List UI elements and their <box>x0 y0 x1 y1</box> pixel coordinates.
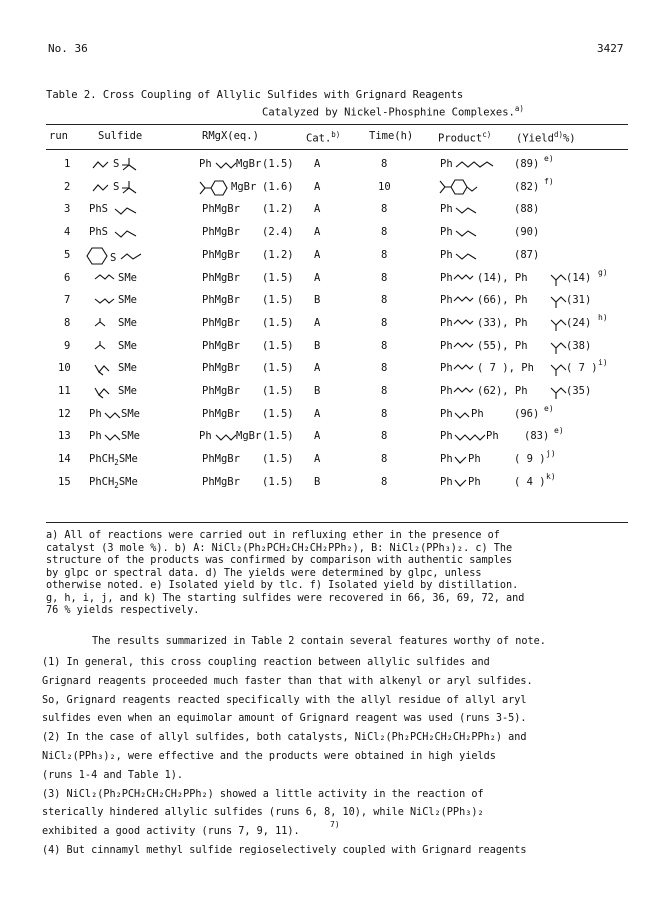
col-time: Time(h) <box>369 130 414 142</box>
footnote-line: structure of the products was confirmed by comparison with authentic samples <box>46 555 513 566</box>
product-yield: (82) <box>514 181 540 193</box>
yield-note: h) <box>598 313 608 322</box>
table-title-line2 <box>262 104 524 119</box>
allyl-skeleton-icon <box>114 204 138 216</box>
col-run: run <box>49 130 68 142</box>
product-yield: (33), Ph <box>477 317 528 329</box>
run-number: 5 <box>64 249 71 261</box>
body-line: Grignard reagents proceeded much faster than that with alkenyl or aryl sulfides. <box>42 676 533 687</box>
run-number: 14 <box>58 453 71 465</box>
alkenyl-skeleton-icon <box>94 294 116 308</box>
footnote-line: by glpc or spectral data. d) The yields were determined by glpc, unless <box>46 567 482 579</box>
sulfide-suffix: SMe <box>118 272 137 284</box>
product-yield: (83) <box>524 430 550 442</box>
alkenyl-skeleton-icon <box>94 272 116 286</box>
allyl-skeleton-icon <box>92 158 114 170</box>
product-prefix: Ph <box>440 362 453 374</box>
linear-product-icon <box>453 340 475 354</box>
sulfide-suffix: SMe <box>118 317 137 329</box>
catalyst: A <box>314 158 321 170</box>
product-prefix: Ph <box>440 317 453 329</box>
grignard-reagent: PhMgBr <box>202 476 240 488</box>
reaction-time: 8 <box>381 294 388 306</box>
col-cat-text: Cat. <box>306 132 332 145</box>
sulfide-suffix: SMe <box>118 453 138 465</box>
product-prefix: Ph <box>440 203 453 215</box>
col-product <box>438 130 491 145</box>
sulfide-suffix: SMe <box>118 362 137 374</box>
col-product-note: c) <box>482 130 492 139</box>
equivalents: (1.5) <box>262 340 294 352</box>
equivalents: (1.6) <box>262 181 294 193</box>
catalyst: B <box>314 385 321 397</box>
product-yield: (66), Ph <box>477 294 528 306</box>
catalyst: A <box>314 362 321 374</box>
run-number: 8 <box>64 317 71 329</box>
reaction-time: 8 <box>381 453 388 465</box>
table-row <box>0 313 672 335</box>
product-link-icon <box>454 476 468 488</box>
table-bottom-rule <box>46 522 628 523</box>
butenyl-chain-icon <box>215 158 237 170</box>
butenyl-chain-icon <box>215 430 237 442</box>
run-number: 3 <box>64 203 71 215</box>
body-line: (runs 1-4 and Table 1). <box>42 770 184 781</box>
grignard-reagent: PhMgBr <box>202 453 240 465</box>
allyl-product-icon <box>455 250 477 262</box>
grignard-suffix: MgBr <box>231 181 257 193</box>
table-row <box>0 226 672 244</box>
product-yield-2: (24) <box>566 317 592 329</box>
col-yield-unit: %) <box>562 132 576 145</box>
col-cat-note: b) <box>331 130 341 139</box>
alkenyl-skeleton-icon <box>94 385 116 399</box>
allyl-skeleton-icon <box>92 181 114 193</box>
reaction-time: 8 <box>381 362 388 374</box>
product-link-icon <box>454 408 470 420</box>
yield-note: g) <box>598 268 608 277</box>
product-yield: (90) <box>514 226 540 238</box>
product-yield: ( 7 ), Ph <box>477 362 534 374</box>
footnote-line: a) All of reactions were carried out in refluxing ether in the presence of <box>46 530 500 541</box>
catalyst: A <box>314 249 321 261</box>
product-suffix: Ph <box>468 476 481 488</box>
table-row <box>0 203 672 221</box>
equivalents: (2.4) <box>262 226 294 238</box>
catalyst: A <box>314 181 321 193</box>
equivalents: (1.5) <box>262 430 294 442</box>
product-prefix: Ph <box>440 453 453 465</box>
footnote-line: otherwise noted. e) Isolated yield by tlc. f) Isolated yield by distillation. <box>46 580 519 591</box>
col-yield-note: d) <box>553 130 563 139</box>
product-yield: (55), Ph <box>477 340 528 352</box>
sulfide-suffix: SMe <box>118 476 138 488</box>
linear-product-icon <box>453 272 475 286</box>
reaction-time: 8 <box>381 203 388 215</box>
run-number: 6 <box>64 272 71 284</box>
equivalents: (1.5) <box>262 362 294 374</box>
reaction-time: 10 <box>378 181 391 193</box>
grignard-reagent: PhMgBr <box>202 317 240 329</box>
sulfide-subscript: 2 <box>114 458 119 468</box>
equivalents: (1.2) <box>262 203 294 215</box>
grignard-prefix: Ph <box>199 158 212 170</box>
sulfide-prefix: Ph <box>89 430 102 442</box>
col-yield <box>516 130 576 145</box>
run-number: 11 <box>58 385 71 397</box>
body-line: sulfides even when an equimolar amount of Grignard reagent was used (runs 3-5). <box>42 713 527 724</box>
product-yield-2: (31) <box>566 294 592 306</box>
grignard-reagent: PhMgBr <box>202 408 240 420</box>
run-number: 15 <box>58 476 71 488</box>
table-title: Table 2. Cross Coupling of Allylic Sulfides with Grignard Reagents <box>46 89 464 101</box>
product-yield-2: (38) <box>566 340 592 352</box>
citation-note: 7) <box>330 820 340 829</box>
catalyst: A <box>314 317 321 329</box>
run-number: 10 <box>58 362 71 374</box>
table-row <box>0 404 672 426</box>
product-yield: (87) <box>514 249 540 261</box>
equivalents: (1.5) <box>262 294 294 306</box>
table-row <box>0 449 672 471</box>
alkenyl-skeleton-icon <box>94 340 116 354</box>
product-yield-2: ( 7 ) <box>566 362 598 374</box>
tert-butylphenyl-icon <box>199 178 233 198</box>
equivalents: (1.5) <box>262 385 294 397</box>
body-line: (3) NiCl₂(Ph₂PCH₂CH₂CH₂PPh₂) showed a little activity in the reaction of <box>42 789 484 800</box>
grignard-reagent: PhMgBr <box>202 249 240 261</box>
product-yield: (88) <box>514 203 540 215</box>
sulfide-prefix: PhS <box>89 226 108 238</box>
grignard-prefix: Ph <box>199 430 212 442</box>
footnote-line: 76 % yields respectively. <box>46 605 200 616</box>
table-header-rule <box>46 149 628 150</box>
equivalents: (1.5) <box>262 317 294 329</box>
table-title-note: a) <box>514 104 524 113</box>
footnote-line: g, h, i, j, and k) The starting sulfides were recovered in 66, 36, 69, 72, and <box>46 592 525 604</box>
product-yield: ( 9 ) <box>514 453 546 465</box>
reaction-time: 8 <box>381 430 388 442</box>
catalyst: A <box>314 203 321 215</box>
body-line: (4) But cinnamyl methyl sulfide regioselectively coupled with Grignard reagents <box>42 845 527 856</box>
yield-note: f) <box>544 177 554 186</box>
catalyst: B <box>314 476 321 488</box>
sulfide-formula <box>89 453 138 467</box>
table-row <box>0 426 672 448</box>
product-prefix: Ph <box>440 340 453 352</box>
equivalents: (1.2) <box>262 249 294 261</box>
allyl-arene-product-icon <box>439 177 479 199</box>
catalyst: A <box>314 430 321 442</box>
body-line: sterically hindered allylic sulfides (runs 6, 8, 10), while NiCl₂(PPh₃)₂ <box>42 807 484 818</box>
reaction-time: 8 <box>381 226 388 238</box>
catalyst: B <box>314 340 321 352</box>
sulfide-suffix: SMe <box>121 408 140 420</box>
body-line: exhibited a good activity (runs 7, 9, 11). <box>42 826 300 837</box>
product-yield-2: (35) <box>566 385 592 397</box>
reaction-time: 8 <box>381 476 388 488</box>
grignard-reagent: PhMgBr <box>202 226 240 238</box>
table-row <box>0 268 672 290</box>
cinnamyl-skeleton-icon <box>104 409 122 421</box>
grignard-reagent: PhMgBr <box>202 272 240 284</box>
linear-product-icon <box>453 317 475 331</box>
product-prefix: Ph <box>440 408 453 420</box>
grignard-reagent: PhMgBr <box>202 203 240 215</box>
product-prefix: Ph <box>440 385 453 397</box>
cinnamyl-skeleton-icon <box>104 431 122 443</box>
product-prefix: Ph <box>440 476 453 488</box>
product-yield: ( 4 ) <box>514 476 546 488</box>
equivalents: (1.5) <box>262 158 294 170</box>
catalyst: B <box>314 294 321 306</box>
product-prefix: Ph <box>440 249 453 261</box>
product-yield: (96) <box>514 408 540 420</box>
linear-product-icon <box>453 362 475 376</box>
product-chain-icon <box>455 159 495 171</box>
table-row <box>0 340 672 358</box>
reaction-time: 8 <box>381 408 388 420</box>
table-row <box>0 385 672 403</box>
body-line: (2) In the case of allyl sulfides, both catalysts, NiCl₂(Ph₂PCH₂CH₂CH₂PPh₂) and <box>42 732 527 743</box>
run-number: 7 <box>64 294 71 306</box>
pyridine-ring-icon <box>86 246 110 266</box>
product-yield: (62), Ph <box>477 385 528 397</box>
table-title-text: Catalyzed by Nickel-Phosphine Complexes. <box>262 106 515 119</box>
col-cat <box>306 130 340 145</box>
yield-note: k) <box>546 472 556 481</box>
allyl-product-icon <box>455 204 477 216</box>
run-number: 9 <box>64 340 71 352</box>
reaction-time: 8 <box>381 385 388 397</box>
run-number: 4 <box>64 226 71 238</box>
grignard-reagent: PhMgBr <box>202 294 240 306</box>
product-suffix: Ph <box>471 408 484 420</box>
sulfide-prefix: PhCH <box>89 453 115 465</box>
allyl-skeleton-icon <box>114 227 138 239</box>
col-yield-text: (Yield <box>516 132 554 145</box>
alkenyl-skeleton-icon <box>94 362 116 376</box>
grignard-suffix: MgBr <box>236 430 262 442</box>
body-line: (1) In general, this cross coupling reaction between allylic sulfides and <box>42 657 490 668</box>
reaction-time: 8 <box>381 317 388 329</box>
sulfide-prefix: PhCH <box>89 476 115 488</box>
col-product-text: Product <box>438 132 483 145</box>
table-row <box>0 177 672 199</box>
yield-note: e) <box>554 426 564 435</box>
product-chain-icon <box>454 430 486 442</box>
sulfide-prefix: Ph <box>89 408 102 420</box>
reaction-time: 8 <box>381 249 388 261</box>
table-row <box>0 472 672 494</box>
body-line: So, Grignard reagents reacted specifically with the allyl residue of allyl aryl <box>42 695 527 706</box>
col-rmgx: RMgX(eq.) <box>202 130 259 142</box>
equivalents: (1.5) <box>262 453 294 465</box>
run-number: 1 <box>64 158 71 170</box>
linear-product-icon <box>453 385 475 399</box>
journal-issue: No. 36 <box>48 42 88 55</box>
run-number: 12 <box>58 408 71 420</box>
table-row <box>0 154 672 176</box>
yield-note: i) <box>598 358 608 367</box>
table-row <box>0 294 672 312</box>
allyl-product-icon <box>455 227 477 239</box>
sulfide-suffix: SMe <box>118 294 137 306</box>
product-prefix: Ph <box>440 272 453 284</box>
sulfide-subscript: 2 <box>114 481 119 491</box>
sulfide-formula <box>89 476 138 490</box>
sulfide-prefix: PhS <box>89 203 108 215</box>
yield-note: j) <box>546 449 556 458</box>
grignard-reagent: PhMgBr <box>202 385 240 397</box>
product-yield: (89) <box>514 158 540 170</box>
table-top-rule <box>46 124 628 125</box>
product-yield-2: (14) <box>566 272 592 284</box>
yield-note: e) <box>544 404 554 413</box>
sulfur-label: S <box>110 252 117 264</box>
catalyst: A <box>314 453 321 465</box>
tert-butyl-icon <box>121 157 139 171</box>
allyl-skeleton-icon <box>120 250 144 262</box>
run-number: 13 <box>58 430 71 442</box>
reaction-time: 8 <box>381 272 388 284</box>
footnote-line: catalyst (3 mole %). b) A: NiCl₂(Ph₂PCH₂CH₂CH₂PPh₂), B: NiCl₂(PPh₃)₂. c) The <box>46 542 513 554</box>
product-link-icon <box>454 453 468 465</box>
equivalents: (1.5) <box>262 476 294 488</box>
linear-product-icon <box>453 294 475 308</box>
col-sulfide: Sulfide <box>98 130 143 142</box>
reaction-time: 8 <box>381 340 388 352</box>
sulfide-suffix: SMe <box>118 385 137 397</box>
yield-note: e) <box>544 154 554 163</box>
grignard-suffix: MgBr <box>236 158 262 170</box>
grignard-reagent: PhMgBr <box>202 340 240 352</box>
equivalents: (1.5) <box>262 272 294 284</box>
alkenyl-skeleton-icon <box>94 317 116 331</box>
tert-butyl-icon <box>121 180 139 194</box>
grignard-reagent: PhMgBr <box>202 362 240 374</box>
catalyst: A <box>314 226 321 238</box>
product-prefix: Ph <box>440 158 453 170</box>
catalyst: A <box>314 408 321 420</box>
product-prefix: Ph <box>440 294 453 306</box>
catalyst: A <box>314 272 321 284</box>
table-row <box>0 249 672 267</box>
run-number: 2 <box>64 181 71 193</box>
body-line: NiCl₂(PPh₃)₂, were effective and the products were obtained in high yields <box>42 751 496 762</box>
paragraph-intro: The results summarized in Table 2 contain several features worthy of note. <box>92 636 546 647</box>
product-yield: (14), Ph <box>477 272 528 284</box>
sulfide-suffix: SMe <box>121 430 140 442</box>
product-suffix: Ph <box>468 453 481 465</box>
sulfur-label: S <box>113 181 120 193</box>
reaction-time: 8 <box>381 158 388 170</box>
product-prefix: Ph <box>440 226 453 238</box>
product-suffix: Ph <box>486 430 499 442</box>
table-row <box>0 358 672 380</box>
equivalents: (1.5) <box>262 408 294 420</box>
sulfur-label: S <box>113 158 120 170</box>
sulfide-suffix: SMe <box>118 340 137 352</box>
page-number: 3427 <box>597 42 624 55</box>
product-prefix: Ph <box>440 430 453 442</box>
